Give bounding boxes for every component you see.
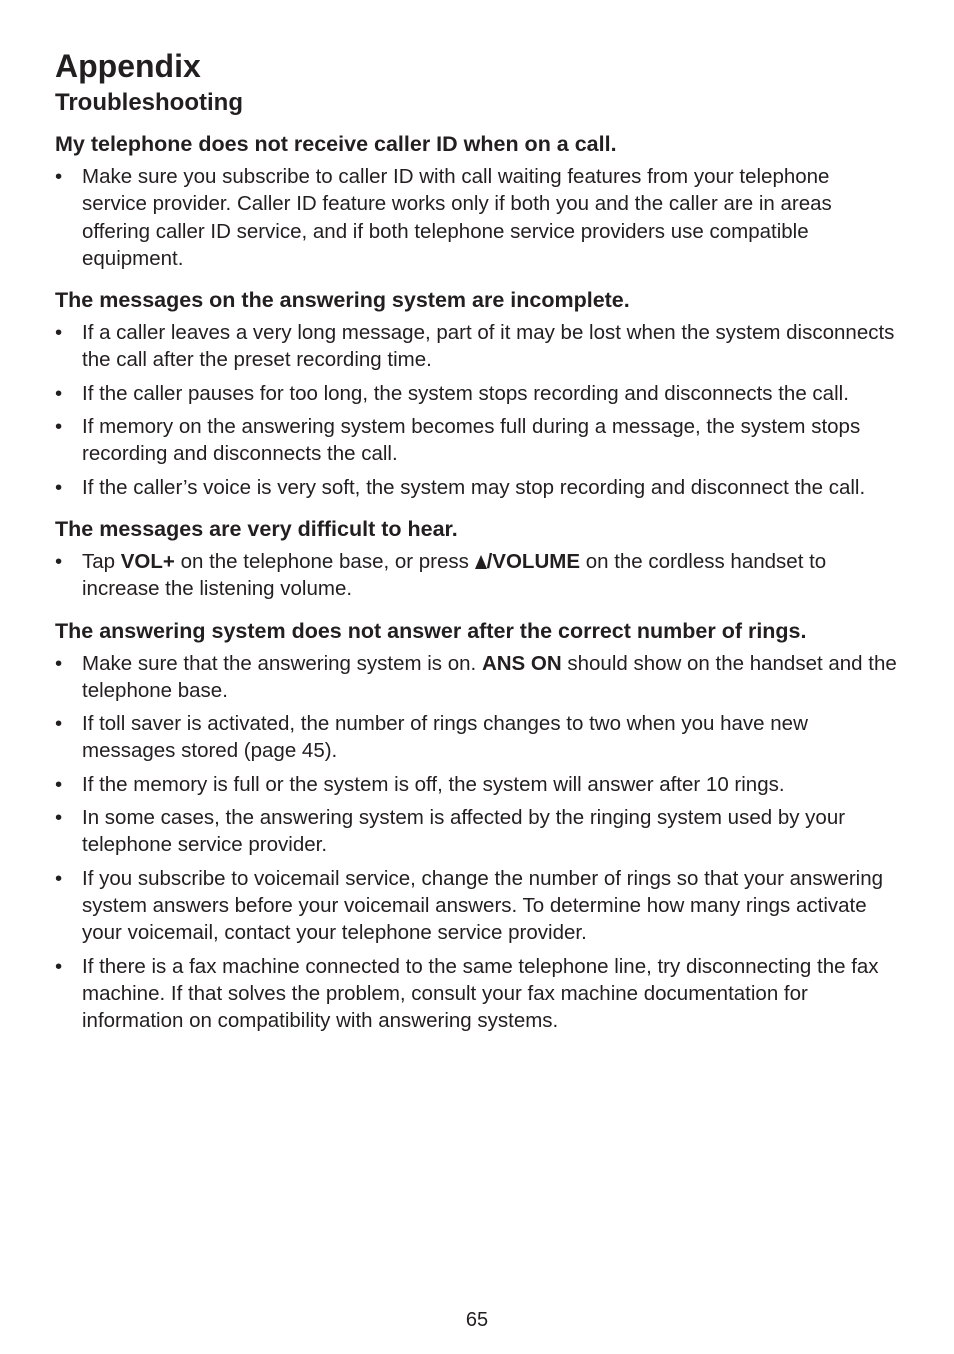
bullet: • [55,381,63,405]
problem-heading: The messages on the answering system are incomplete. [55,288,630,313]
bullet: • [55,772,63,796]
up-arrow-icon [475,555,487,569]
item-text-mid: on the telephone base, or press [174,549,475,573]
bullet: • [55,866,63,890]
bullet: • [55,321,63,345]
key-vol-plus: VOL+ [120,549,175,573]
item-text: In some cases, the answering system is affected by the ringing system used by your telephone service provider. [82,806,846,857]
item-text-post: should show on the handset and the telephone base. [82,651,897,702]
list-item [55,865,900,947]
item-text-pre: Tap [82,549,121,573]
list-item [55,771,900,798]
key-volume: /VOLUME [486,549,581,573]
list-item [55,953,900,1035]
bullet: • [55,475,63,499]
item-text: If you subscribe to voicemail service, change the number of rings so that your answering system answers before your voicemail answers. To determine how many rings activate your voicemail, contact your telephone service provider. [82,866,884,945]
problem-heading: The answering system does not answer after the correct number of rings. [55,618,807,643]
list-item [55,413,900,468]
bullet: • [55,651,63,675]
page-number: 65 [465,1309,489,1331]
item-text: If a caller leaves a very long message, part of it may be lost when the system disconnects the call after the preset recording time. [82,321,895,372]
bullet: • [55,712,63,736]
item-text: Make sure you subscribe to caller ID with call waiting features from your telephone service provider. Caller ID feature works only if both you and the caller are in areas offering caller ID service, and if both telephone service providers use compatible equipment. [82,165,832,270]
bullet: • [55,549,63,573]
list-item [55,548,900,603]
solution-list [55,548,900,603]
list-item [55,380,900,407]
section-title: Troubleshooting [55,89,243,116]
list-item [55,710,900,765]
troubleshoot-section-caller-id [55,130,900,272]
solution-list [55,163,900,272]
bullet: • [55,954,63,978]
list-item [55,319,900,374]
item-text-pre: Make sure that the answering system is on. [82,651,482,675]
list-item [55,650,900,705]
bullet: • [55,165,63,188]
item-text: If the memory is full or the system is off, the system will answer after 10 rings. [82,772,785,796]
page-content [55,46,900,1040]
item-text: If the caller’s voice is very soft, the system may stop recording and disconnect the call. [82,475,866,499]
bullet: • [55,806,63,830]
key-ans-on: ANS ON [481,651,562,675]
item-text-post: on the cordless handset to increase the listening volume. [82,549,827,601]
troubleshoot-section-incomplete-messages [55,286,900,501]
list-item [55,474,900,501]
item-text: If memory on the answering system becomes full during a message, the system stops recording and disconnects the call. [82,415,861,466]
list-item [55,163,900,272]
page-title: Appendix [55,48,201,84]
problem-heading: The messages are very difficult to hear. [55,516,458,541]
list-item [55,804,900,859]
troubleshoot-section-hard-to-hear [55,515,900,603]
solution-list [55,319,900,501]
problem-heading: My telephone does not receive caller ID when on a call. [55,132,617,156]
item-text: If toll saver is activated, the number of rings changes to two when you have new messages stored (page 45). [82,712,808,763]
item-text: If the caller pauses for too long, the system stops recording and disconnects the call. [82,381,849,405]
bullet: • [55,415,63,439]
solution-list [55,650,900,1035]
troubleshoot-section-answer-rings [55,617,900,1035]
item-text: If there is a fax machine connected to the same telephone line, try disconnecting the fax machine. If that solves the problem, consult your fax machine documentation for information on compatibility with answering systems. [82,954,879,1033]
